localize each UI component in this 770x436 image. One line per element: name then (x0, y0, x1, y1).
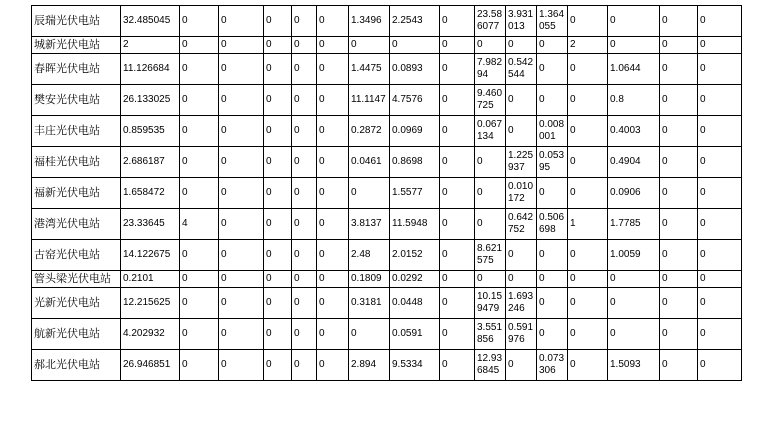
value-cell: 0 (660, 178, 698, 209)
value-cell: 32.485045 (121, 6, 180, 37)
value-cell: 8.621575 (475, 240, 506, 271)
value-cell: 7.98294 (475, 54, 506, 85)
value-cell: 0.859535 (121, 116, 180, 147)
value-cell: 0 (698, 54, 742, 85)
value-cell: 0 (317, 147, 349, 178)
value-cell: 0 (660, 37, 698, 54)
value-cell: 0 (698, 85, 742, 116)
value-cell: 0 (660, 209, 698, 240)
value-cell: 0 (219, 178, 264, 209)
value-cell: 0 (537, 85, 568, 116)
value-cell: 0.008001 (537, 116, 568, 147)
value-cell: 0 (317, 209, 349, 240)
value-cell: 0 (660, 240, 698, 271)
value-cell: 12.215625 (121, 288, 180, 319)
value-cell: 2 (121, 37, 180, 54)
value-cell: 0 (660, 116, 698, 147)
value-cell: 0 (219, 147, 264, 178)
value-cell: 0 (568, 271, 608, 288)
value-cell: 3.931013 (506, 6, 537, 37)
value-cell: 0 (264, 54, 292, 85)
value-cell: 0 (349, 37, 390, 54)
value-cell: 0 (440, 147, 475, 178)
station-name-cell: 福桂光伏电站 (32, 147, 121, 178)
value-cell: 0 (475, 178, 506, 209)
value-cell: 12.936845 (475, 350, 506, 381)
value-cell: 1.225937 (506, 147, 537, 178)
value-cell: 0 (568, 350, 608, 381)
value-cell: 0 (317, 319, 349, 350)
value-cell: 0 (180, 6, 219, 37)
value-cell: 0 (506, 240, 537, 271)
value-cell: 0 (219, 37, 264, 54)
value-cell: 0 (292, 240, 317, 271)
value-cell: 0 (506, 116, 537, 147)
value-cell: 0 (506, 37, 537, 54)
value-cell: 0.1809 (349, 271, 390, 288)
value-cell: 0 (698, 37, 742, 54)
value-cell: 0 (568, 85, 608, 116)
value-cell: 0 (292, 209, 317, 240)
value-cell: 0 (698, 6, 742, 37)
table-row (32, 54, 742, 85)
value-cell: 0 (317, 6, 349, 37)
station-name-cell: 樊安光伏电站 (32, 85, 121, 116)
value-cell: 0 (219, 350, 264, 381)
value-cell: 0.4003 (608, 116, 660, 147)
value-cell: 0 (440, 350, 475, 381)
value-cell: 0 (219, 6, 264, 37)
value-cell: 0 (219, 54, 264, 85)
value-cell: 3.8137 (349, 209, 390, 240)
value-cell: 0 (390, 37, 440, 54)
value-cell: 0.591976 (506, 319, 537, 350)
table-row (32, 147, 742, 178)
value-cell: 0 (568, 240, 608, 271)
value-cell: 0 (180, 178, 219, 209)
station-name-cell: 港湾光伏电站 (32, 209, 121, 240)
value-cell: 0.0292 (390, 271, 440, 288)
value-cell: 0 (440, 85, 475, 116)
data-table (31, 5, 742, 381)
value-cell: 23.586077 (475, 6, 506, 37)
value-cell: 0.642752 (506, 209, 537, 240)
value-cell: 1.5577 (390, 178, 440, 209)
value-cell: 9.5334 (390, 350, 440, 381)
value-cell: 0 (180, 147, 219, 178)
value-cell: 0.3181 (349, 288, 390, 319)
value-cell: 0 (292, 6, 317, 37)
value-cell: 0 (317, 116, 349, 147)
value-cell: 0 (292, 116, 317, 147)
value-cell: 9.460725 (475, 85, 506, 116)
table-row (32, 85, 742, 116)
value-cell: 0 (568, 319, 608, 350)
value-cell: 0 (440, 54, 475, 85)
value-cell: 1.4475 (349, 54, 390, 85)
value-cell: 0 (317, 240, 349, 271)
table-row (32, 209, 742, 240)
value-cell: 2.2543 (390, 6, 440, 37)
value-cell: 0 (475, 209, 506, 240)
value-cell: 0 (475, 271, 506, 288)
value-cell: 0 (292, 37, 317, 54)
value-cell: 0 (698, 178, 742, 209)
value-cell: 0 (568, 116, 608, 147)
station-name-cell: 航新光伏电站 (32, 319, 121, 350)
value-cell: 0 (264, 209, 292, 240)
value-cell: 0 (660, 288, 698, 319)
value-cell: 0 (537, 37, 568, 54)
value-cell: 0 (292, 85, 317, 116)
value-cell: 11.1147 (349, 85, 390, 116)
value-cell: 23.33645 (121, 209, 180, 240)
value-cell: 0.8698 (390, 147, 440, 178)
value-cell: 0 (608, 288, 660, 319)
station-name-cell: 古窑光伏电站 (32, 240, 121, 271)
table-row (32, 319, 742, 350)
value-cell: 0 (264, 319, 292, 350)
value-cell: 0.4904 (608, 147, 660, 178)
value-cell: 0.0461 (349, 147, 390, 178)
value-cell: 0 (568, 178, 608, 209)
value-cell: 0 (568, 6, 608, 37)
value-cell: 0 (698, 209, 742, 240)
value-cell: 0 (537, 240, 568, 271)
value-cell: 2 (568, 37, 608, 54)
value-cell: 0.2872 (349, 116, 390, 147)
value-cell: 0.0591 (390, 319, 440, 350)
value-cell: 0 (219, 288, 264, 319)
value-cell: 0 (537, 271, 568, 288)
value-cell: 26.946851 (121, 350, 180, 381)
value-cell: 1.0059 (608, 240, 660, 271)
value-cell: 0 (537, 178, 568, 209)
value-cell: 0 (180, 85, 219, 116)
value-cell: 0 (698, 240, 742, 271)
value-cell: 0 (475, 37, 506, 54)
value-cell: 3.551856 (475, 319, 506, 350)
value-cell: 0 (660, 6, 698, 37)
value-cell: 0 (317, 288, 349, 319)
value-cell: 0 (317, 178, 349, 209)
value-cell: 1 (568, 209, 608, 240)
value-cell: 2.686187 (121, 147, 180, 178)
value-cell: 0 (292, 319, 317, 350)
table-row (32, 37, 742, 54)
value-cell: 0 (568, 288, 608, 319)
value-cell: 0 (568, 54, 608, 85)
value-cell: 0 (537, 54, 568, 85)
value-cell: 0 (608, 37, 660, 54)
value-cell: 0 (292, 54, 317, 85)
value-cell: 0 (660, 350, 698, 381)
station-name-cell: 辰瑞光伏电站 (32, 6, 121, 37)
value-cell: 0 (506, 350, 537, 381)
value-cell: 26.133025 (121, 85, 180, 116)
value-cell: 0 (660, 271, 698, 288)
value-cell: 0.8 (608, 85, 660, 116)
value-cell: 0 (698, 319, 742, 350)
value-cell: 0 (264, 288, 292, 319)
table-row (32, 271, 742, 288)
value-cell: 0 (180, 240, 219, 271)
value-cell: 0 (317, 54, 349, 85)
value-cell: 0 (292, 271, 317, 288)
value-cell: 11.126684 (121, 54, 180, 85)
value-cell: 0 (292, 178, 317, 209)
value-cell: 1.7785 (608, 209, 660, 240)
table-row (32, 240, 742, 271)
value-cell: 0.0893 (390, 54, 440, 85)
value-cell: 0 (180, 350, 219, 381)
value-cell: 0 (180, 37, 219, 54)
value-cell: 0 (219, 209, 264, 240)
value-cell: 1.5093 (608, 350, 660, 381)
value-cell: 0 (698, 116, 742, 147)
value-cell: 0 (537, 319, 568, 350)
value-cell: 0.2101 (121, 271, 180, 288)
station-name-cell: 光新光伏电站 (32, 288, 121, 319)
value-cell: 0.073306 (537, 350, 568, 381)
value-cell: 0 (537, 288, 568, 319)
value-cell: 0 (440, 178, 475, 209)
value-cell: 11.5948 (390, 209, 440, 240)
value-cell: 0 (264, 147, 292, 178)
value-cell: 0 (440, 271, 475, 288)
station-name-cell: 郝北光伏电站 (32, 350, 121, 381)
value-cell: 0 (219, 240, 264, 271)
value-cell: 0 (440, 37, 475, 54)
value-cell: 0.05395 (537, 147, 568, 178)
table-row (32, 350, 742, 381)
value-cell: 2.0152 (390, 240, 440, 271)
value-cell: 10.159479 (475, 288, 506, 319)
value-cell: 0 (440, 240, 475, 271)
value-cell: 0 (180, 116, 219, 147)
value-cell: 4.202932 (121, 319, 180, 350)
value-cell: 1.693246 (506, 288, 537, 319)
value-cell: 0 (180, 319, 219, 350)
table-row (32, 288, 742, 319)
station-name-cell: 春晖光伏电站 (32, 54, 121, 85)
value-cell: 0.010172 (506, 178, 537, 209)
value-cell: 4.7576 (390, 85, 440, 116)
value-cell: 0 (608, 271, 660, 288)
value-cell: 0 (698, 147, 742, 178)
value-cell: 0.506698 (537, 209, 568, 240)
value-cell: 0 (219, 271, 264, 288)
value-cell: 0 (317, 85, 349, 116)
table-row (32, 178, 742, 209)
value-cell: 0 (475, 147, 506, 178)
value-cell: 0.067134 (475, 116, 506, 147)
station-name-cell: 管头梁光伏电站 (32, 271, 121, 288)
station-name-cell: 城新光伏电站 (32, 37, 121, 54)
value-cell: 0 (698, 271, 742, 288)
value-cell: 0 (506, 85, 537, 116)
value-cell: 0 (264, 6, 292, 37)
value-cell: 0 (180, 54, 219, 85)
value-cell: 14.122675 (121, 240, 180, 271)
value-cell: 0 (440, 116, 475, 147)
value-cell: 0 (568, 147, 608, 178)
value-cell: 0 (317, 37, 349, 54)
value-cell: 0 (264, 350, 292, 381)
value-cell: 2.894 (349, 350, 390, 381)
value-cell: 0 (264, 37, 292, 54)
table-row (32, 116, 742, 147)
value-cell: 0 (660, 54, 698, 85)
value-cell: 0 (292, 288, 317, 319)
value-cell: 0.0448 (390, 288, 440, 319)
value-cell: 0 (264, 240, 292, 271)
value-cell: 0 (264, 178, 292, 209)
value-cell: 0 (698, 350, 742, 381)
value-cell: 0 (219, 85, 264, 116)
value-cell: 0 (440, 209, 475, 240)
value-cell: 0 (506, 271, 537, 288)
value-cell: 0 (292, 350, 317, 381)
value-cell: 0 (264, 116, 292, 147)
value-cell: 1.3496 (349, 6, 390, 37)
value-cell: 0 (660, 319, 698, 350)
value-cell: 1.658472 (121, 178, 180, 209)
table-body (32, 6, 742, 381)
value-cell: 0 (292, 147, 317, 178)
value-cell: 0 (660, 85, 698, 116)
value-cell: 0.542544 (506, 54, 537, 85)
station-name-cell: 丰庄光伏电站 (32, 116, 121, 147)
value-cell: 0 (608, 319, 660, 350)
value-cell: 0 (219, 116, 264, 147)
value-cell: 0 (317, 271, 349, 288)
value-cell: 1.364055 (537, 6, 568, 37)
value-cell: 0 (440, 319, 475, 350)
value-cell: 0.0969 (390, 116, 440, 147)
value-cell: 0 (660, 147, 698, 178)
value-cell: 2.48 (349, 240, 390, 271)
value-cell: 0.0906 (608, 178, 660, 209)
value-cell: 0 (264, 271, 292, 288)
value-cell: 0 (317, 350, 349, 381)
value-cell: 1.0644 (608, 54, 660, 85)
value-cell: 4 (180, 209, 219, 240)
value-cell: 0 (440, 288, 475, 319)
value-cell: 0 (349, 319, 390, 350)
station-name-cell: 福新光伏电站 (32, 178, 121, 209)
table-row (32, 6, 742, 37)
value-cell: 0 (349, 178, 390, 209)
value-cell: 0 (698, 288, 742, 319)
value-cell: 0 (180, 288, 219, 319)
value-cell: 0 (180, 271, 219, 288)
value-cell: 0 (264, 85, 292, 116)
value-cell: 0 (440, 6, 475, 37)
value-cell: 0 (219, 319, 264, 350)
value-cell: 0 (608, 6, 660, 37)
